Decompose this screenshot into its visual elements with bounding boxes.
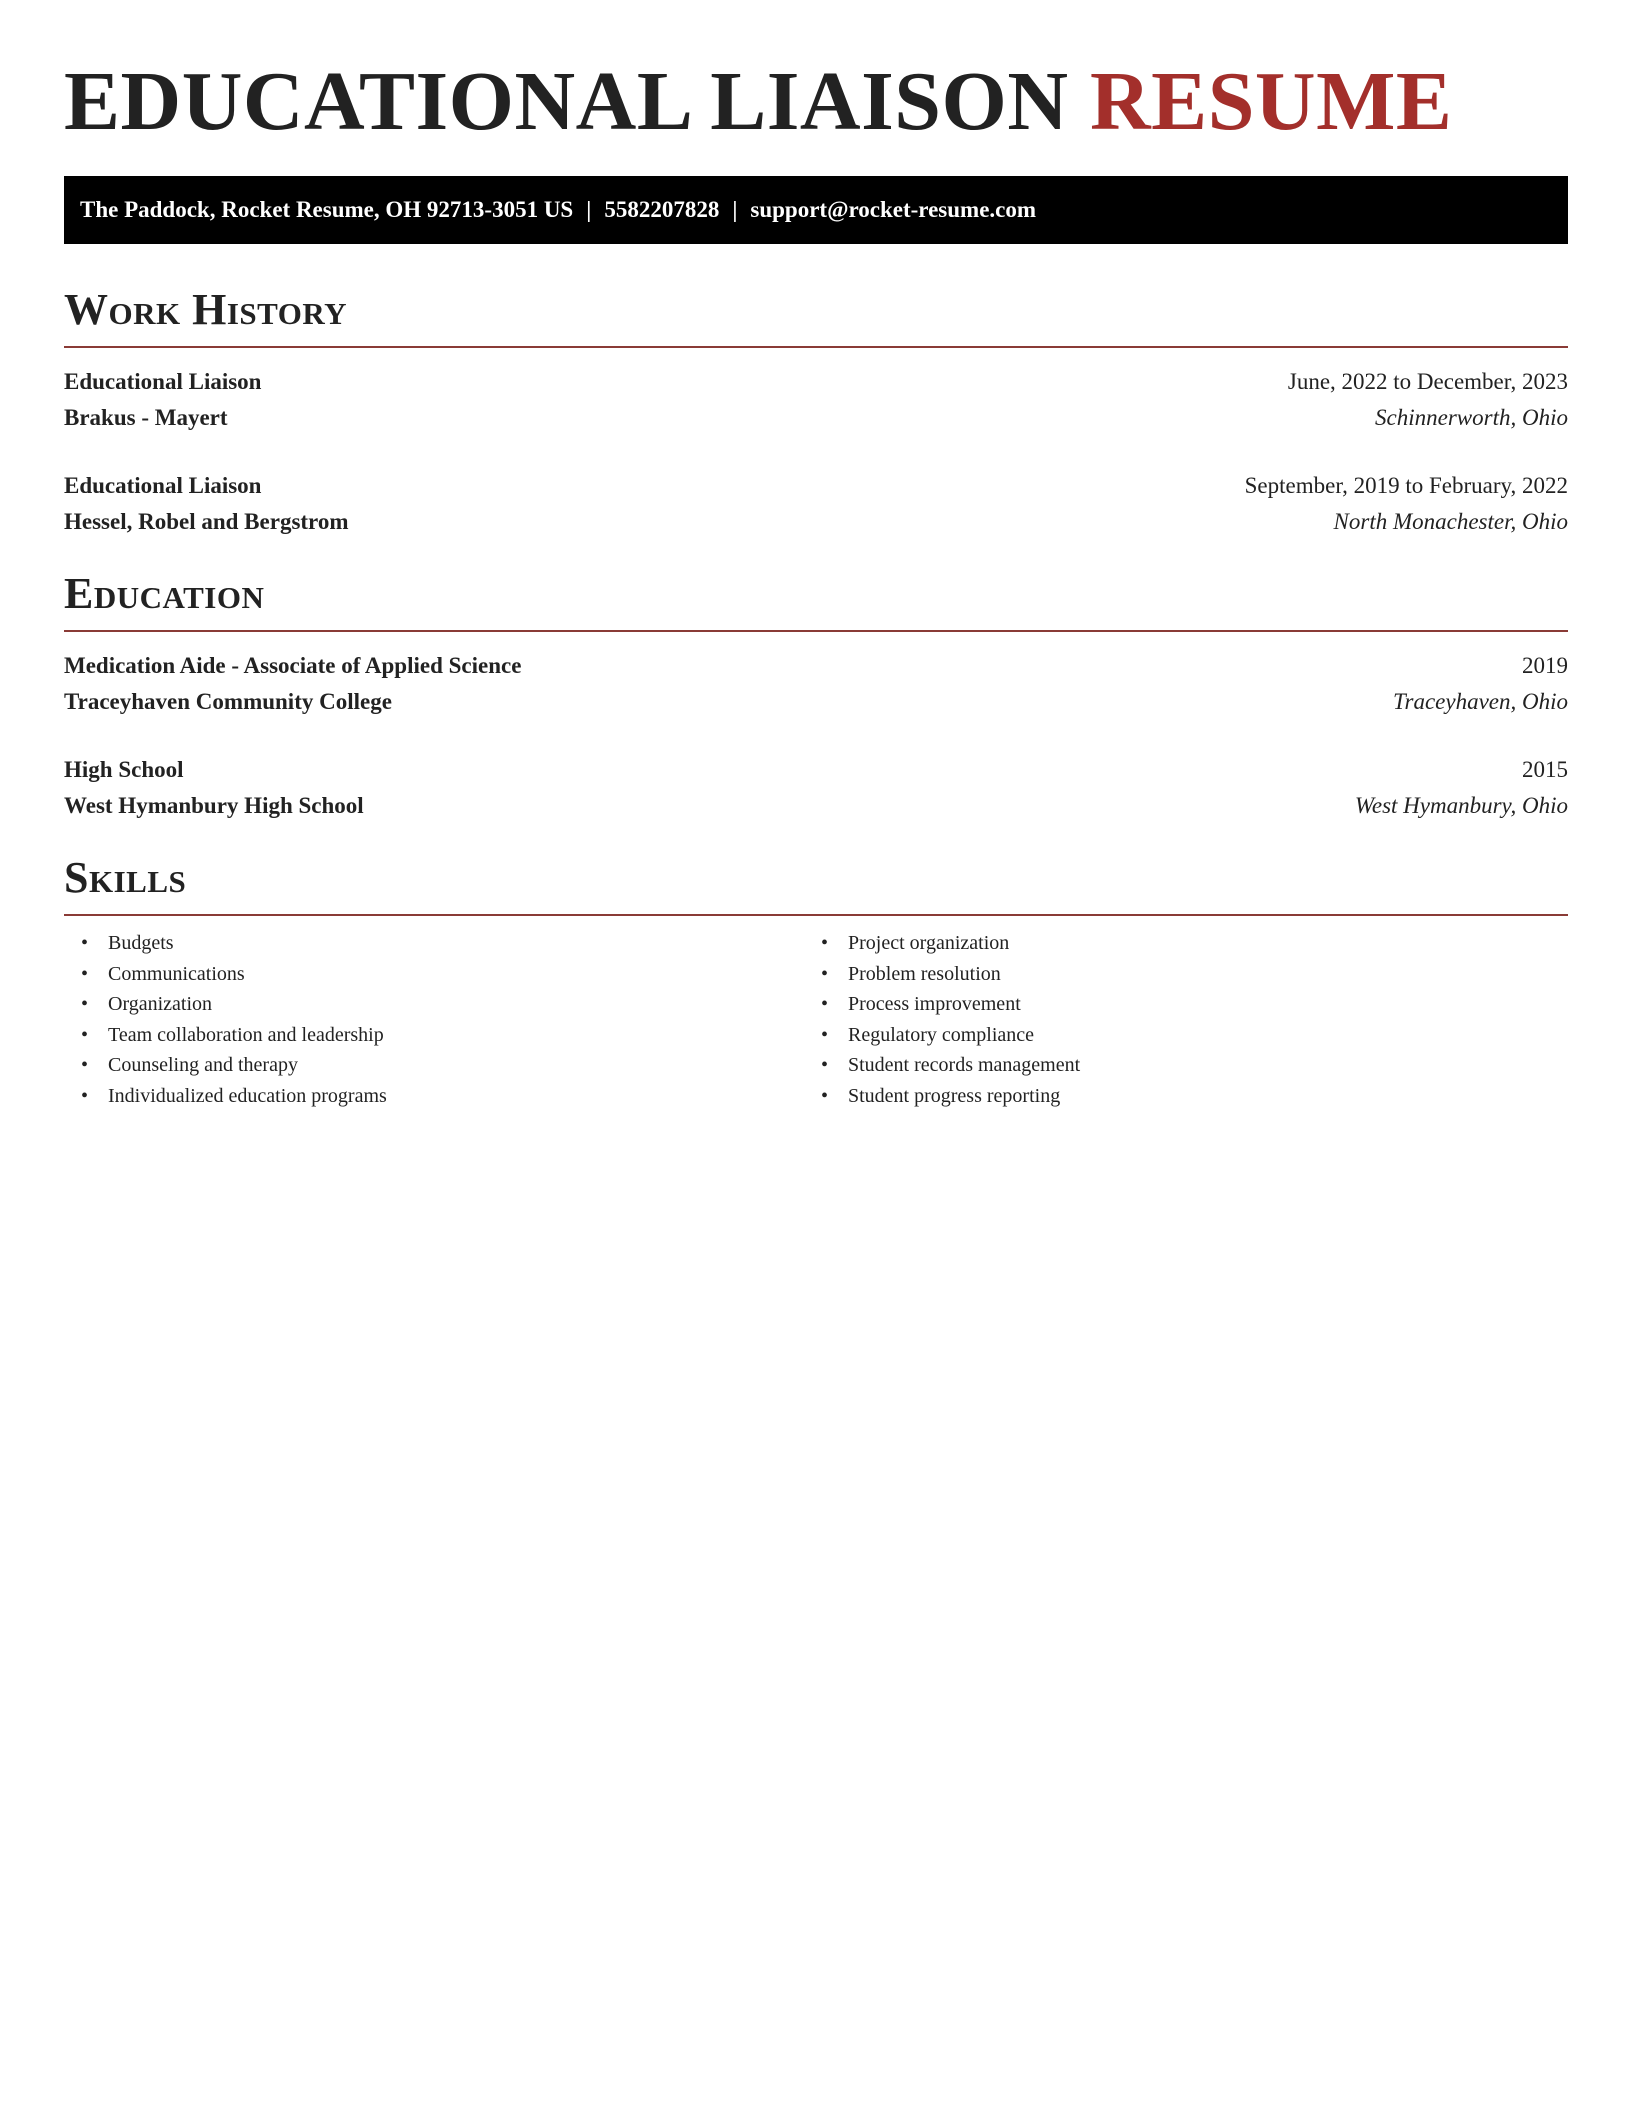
skill-item: • Student progress reporting — [848, 1081, 1544, 1112]
resume-title — [64, 0, 1568, 152]
education-location: Traceyhaven, Ohio — [1392, 689, 1568, 714]
education-degree: Medication Aide - Associate of Applied Science — [64, 653, 522, 678]
title-main: EDUCATIONAL LIAISON — [64, 55, 1069, 148]
education-year: 2019 — [1522, 653, 1568, 678]
education-entry — [64, 648, 1568, 720]
job-location: Schinnerworth, Ohio — [1375, 405, 1568, 430]
skill-item: • Problem resolution — [848, 959, 1544, 990]
job-company: Hessel, Robel and Bergstrom — [64, 509, 349, 534]
education-year: 2015 — [1522, 757, 1568, 782]
title-accent: RESUME — [1090, 55, 1453, 148]
work-history-section — [64, 282, 1568, 540]
resume-page — [64, 0, 1568, 1107]
contact-bar — [64, 176, 1568, 244]
section-title-skills: Skills — [64, 853, 187, 902]
work-entry — [64, 468, 1568, 540]
skill-item: • Project organization — [848, 928, 1544, 959]
skills-section — [64, 850, 1568, 1111]
skill-item: • Counseling and therapy — [108, 1050, 804, 1081]
skill-item: • Budgets — [108, 928, 804, 959]
education-location: West Hymanbury, Ohio — [1354, 793, 1568, 818]
contact-phone: 5582207828 — [604, 197, 720, 222]
section-divider — [64, 346, 1568, 348]
skill-item: • Organization — [108, 989, 804, 1020]
section-title-education: Education — [64, 569, 265, 618]
education-school: Traceyhaven Community College — [64, 689, 392, 714]
education-degree: High School — [64, 757, 184, 782]
contact-address: The Paddock, Rocket Resume, OH 92713-3051 US — [80, 197, 574, 222]
education-entry — [64, 752, 1568, 824]
contact-separator: | — [732, 197, 738, 222]
skills-column-right — [804, 928, 1544, 1111]
job-dates: September, 2019 to February, 2022 — [1244, 473, 1568, 498]
education-school: West Hymanbury High School — [64, 793, 364, 818]
contact-email: support@rocket-resume.com — [750, 197, 1037, 222]
contact-separator: | — [586, 197, 592, 222]
skill-item: • Process improvement — [848, 989, 1544, 1020]
section-title-work-history: Work History — [64, 285, 348, 334]
section-divider — [64, 630, 1568, 632]
job-company: Brakus - Mayert — [64, 405, 228, 430]
skill-item: • Individualized education programs — [108, 1081, 804, 1112]
job-location: North Monachester, Ohio — [1333, 509, 1568, 534]
skills-column-left — [64, 928, 804, 1111]
skill-item: • Communications — [108, 959, 804, 990]
skill-item: • Student records management — [848, 1050, 1544, 1081]
education-section — [64, 566, 1568, 824]
skills-list — [64, 928, 1568, 1111]
work-entry — [64, 364, 1568, 436]
skill-item: • Regulatory compliance — [848, 1020, 1544, 1051]
job-dates: June, 2022 to December, 2023 — [1287, 369, 1568, 394]
job-position: Educational Liaison — [64, 369, 262, 394]
job-position: Educational Liaison — [64, 473, 262, 498]
skill-item: • Team collaboration and leadership — [108, 1020, 804, 1051]
section-divider — [64, 914, 1568, 916]
